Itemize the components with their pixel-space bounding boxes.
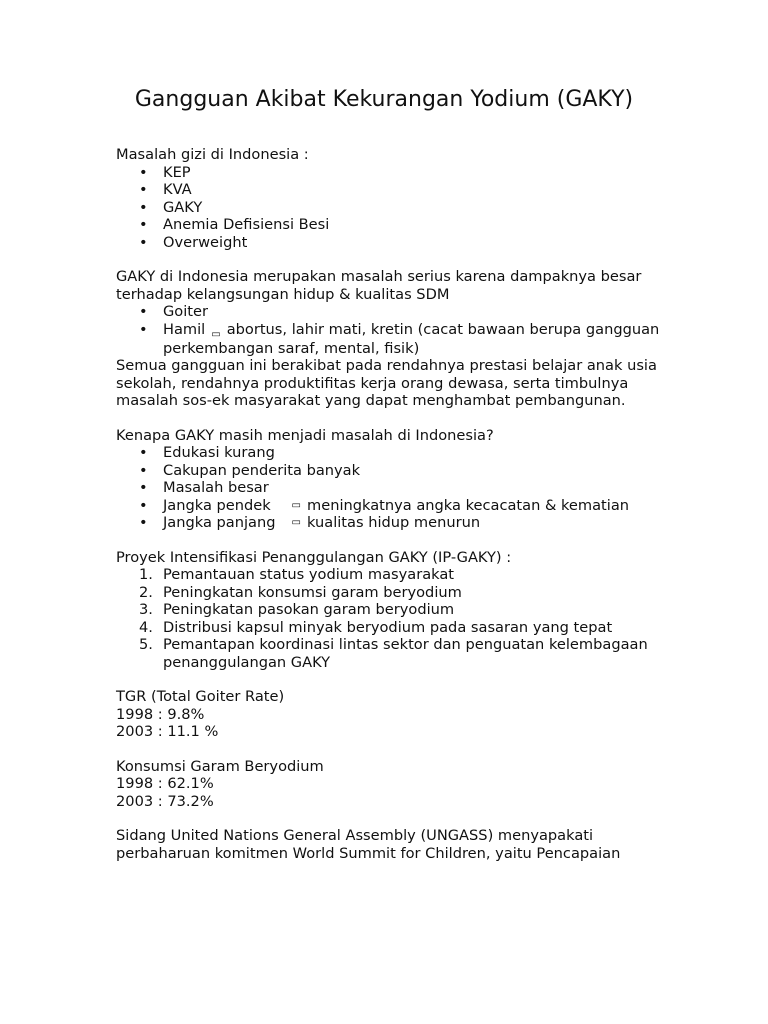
list-item: • KVA [116,181,676,199]
list-item-text: abortus, lahir mati, kretin (cacat bawaan berupa gangguan perkembangan saraf, mental, fisik) [163,320,660,357]
garam-value-2003: 2003 : 73.2% [116,792,214,810]
list-item [116,514,676,532]
list-item: • Goiter [116,303,676,321]
section4-intro: Proyek Intensifikasi Penanggulangan GAKY (IP-GAKY) : [116,548,512,566]
ungass-paragraph: Sidang United Nations General Assembly (UNGASS) menyapakati perbaharuan komitmen World Summit for Children, yaitu Pencapaian [116,827,621,862]
list-item-text: kualitas hidup menurun [307,514,481,531]
section4-list [116,566,676,671]
arrow-icon: ▭ [291,499,301,511]
list-item: 4. Distribusi kapsul minyak beryodium pada sasaran yang tepat [139,618,613,636]
document-body [116,146,676,862]
section1-intro: Masalah gizi di Indonesia : [116,146,309,163]
garam-label: Konsumsi Garam Beryodium [116,757,324,775]
list-item: • Edukasi kurang [116,444,676,462]
garam-value-1998: 1998 : 62.1% [116,775,214,792]
section3-intro: Kenapa GAKY masih menjadi masalah di Indonesia? [116,426,494,444]
list-item: • GAKY [116,199,676,217]
list-item: 3. Peningkatan pasokan garam beryodium [139,601,455,618]
section2-list [116,303,676,357]
list-item: • KEP [116,164,676,182]
tgr-label: TGR (Total Goiter Rate) [116,688,285,705]
list-item: • Overweight [116,234,676,252]
list-item-text: meningkatnya angka kecacatan & kematian [307,496,630,514]
section2-paragraph-2: Semua gangguan ini berakibat pada rendahnya prestasi belajar anak usia sekolah, rendahnya produktifitas kerja orang dewasa, serta timbulnya masalah sos-ek masyarakat yang dapat menghambat pembangunan. [116,357,657,409]
list-item: 5. Pemantapan koordinasi lintas sektor dan penguatan kelembagaan penanggulangan GAKY [139,636,648,671]
arrow-icon: ▭ [291,517,301,528]
list-item: • Masalah besar [116,479,676,497]
list-item [116,497,676,515]
page-title: Gangguan Akibat Kekurangan Yodium (GAKY) [134,87,634,112]
list-item: • Anemia Defisiensi Besi [116,216,676,234]
list-item: 2. Peningkatan konsumsi garam beryodium [139,583,462,601]
list-item-lead: Jangka panjang ▭ [163,514,301,531]
list-item-lead: Hamil [163,320,206,338]
tgr-value-1998: 1998 : 9.8% [116,705,205,723]
list-item: • Cakupan penderita banyak [116,462,676,480]
list-item-lead: Jangka pendek ▭ [163,496,301,514]
arrow-icon: ▭ [211,328,221,340]
section1-list [116,164,676,252]
section2-paragraph: GAKY di Indonesia merupakan masalah serius karena dampaknya besar terhadap kelangsungan hidup & kualitas SDM [116,268,642,303]
section3-list [116,444,676,532]
tgr-value-2003: 2003 : 11.1 % [116,723,219,740]
list-item [116,321,676,358]
list-item: 1. Pemantauan status yodium masyarakat [139,566,455,583]
